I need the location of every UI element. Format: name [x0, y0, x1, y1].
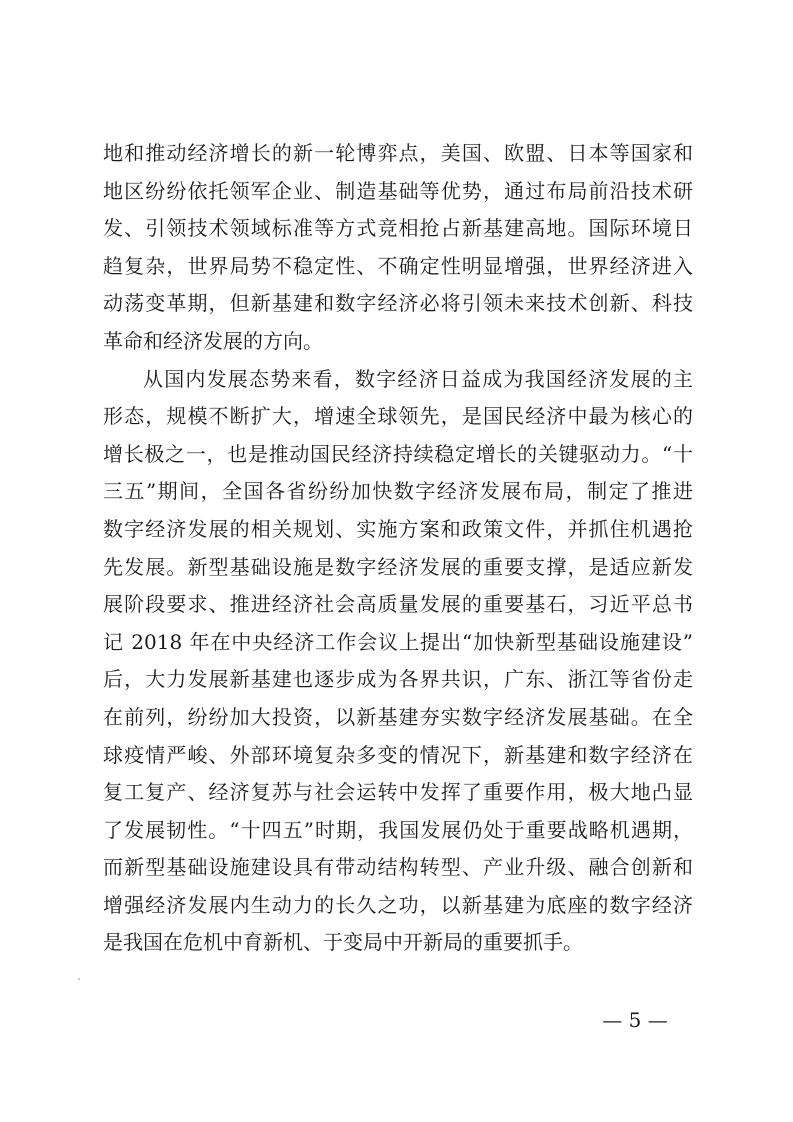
text-line: 数字经济发展的相关规划、实施方案和政策文件，并抓住机遇抢: [103, 516, 693, 541]
text-line: 球疫情严峻、外部环境复杂多变的情况下，新基建和数字经济在: [103, 742, 693, 767]
text-line: 革命和经济发展的方向。: [103, 328, 323, 353]
text-line: 从国内发展态势来看，数字经济日益成为我国经济发展的主: [143, 366, 693, 391]
text-line: 形态，规模不断扩大，增速全球领先，是国民经济中最为核心的: [103, 404, 693, 429]
text-line: 增长极之一，也是推动国民经济持续稳定增长的关键驱动力。“十: [103, 441, 693, 466]
text-line: 动荡变革期，但新基建和数字经济必将引领未来技术创新、科技: [103, 291, 693, 316]
text-line: 而新型基础设施建设具有带动结构转型、产业升级、融合创新和: [103, 855, 693, 880]
text-line: 是我国在危机中育新机、于变局中开新局的重要抓手。: [103, 930, 583, 955]
body-text: [103, 135, 693, 962]
page-number: — 5 —: [602, 1008, 668, 1032]
text-line: 了发展韧性。“十四五”时期，我国发展仍处于重要战略机遇期，: [103, 817, 693, 842]
scan-speck: [78, 978, 80, 980]
text-line: 三五”期间，全国各省纷纷加快数字经济发展布局，制定了推进: [103, 479, 693, 504]
text-line: 趋复杂，世界局势不稳定性、不确定性明显增强，世界经济进入: [103, 253, 693, 278]
text-line: 展阶段要求、推进经济社会高质量发展的重要基石，习近平总书: [103, 592, 693, 617]
text-line: 在前列，纷纷加大投资，以新基建夯实数字经济发展基础。在全: [103, 704, 693, 729]
paragraph-1: [103, 135, 693, 361]
text-line: 地区纷纷依托领军企业、制造基础等优势，通过布局前沿技术研: [103, 178, 693, 203]
paragraph-2: [103, 361, 693, 963]
text-line: 记 2018 年在中央经济工作会议上提出“加快新型基础设施建设”: [103, 629, 693, 654]
text-line: 增强经济发展内生动力的长久之功，以新基建为底座的数字经济: [103, 892, 693, 917]
text-line: 发、引领技术领域标准等方式竞相抢占新基建高地。国际环境日: [103, 216, 693, 241]
text-line: 后，大力发展新基建也逐步成为各界共识，广东、浙江等省份走: [103, 667, 693, 692]
text-line: 复工复产、经济复苏与社会运转中发挥了重要作用，极大地凸显: [103, 780, 693, 805]
text-line: 地和推动经济增长的新一轮博弈点，美国、欧盟、日本等国家和: [103, 141, 693, 165]
text-line: 先发展。新型基础设施是数字经济发展的重要支撑，是适应新发: [103, 554, 693, 579]
